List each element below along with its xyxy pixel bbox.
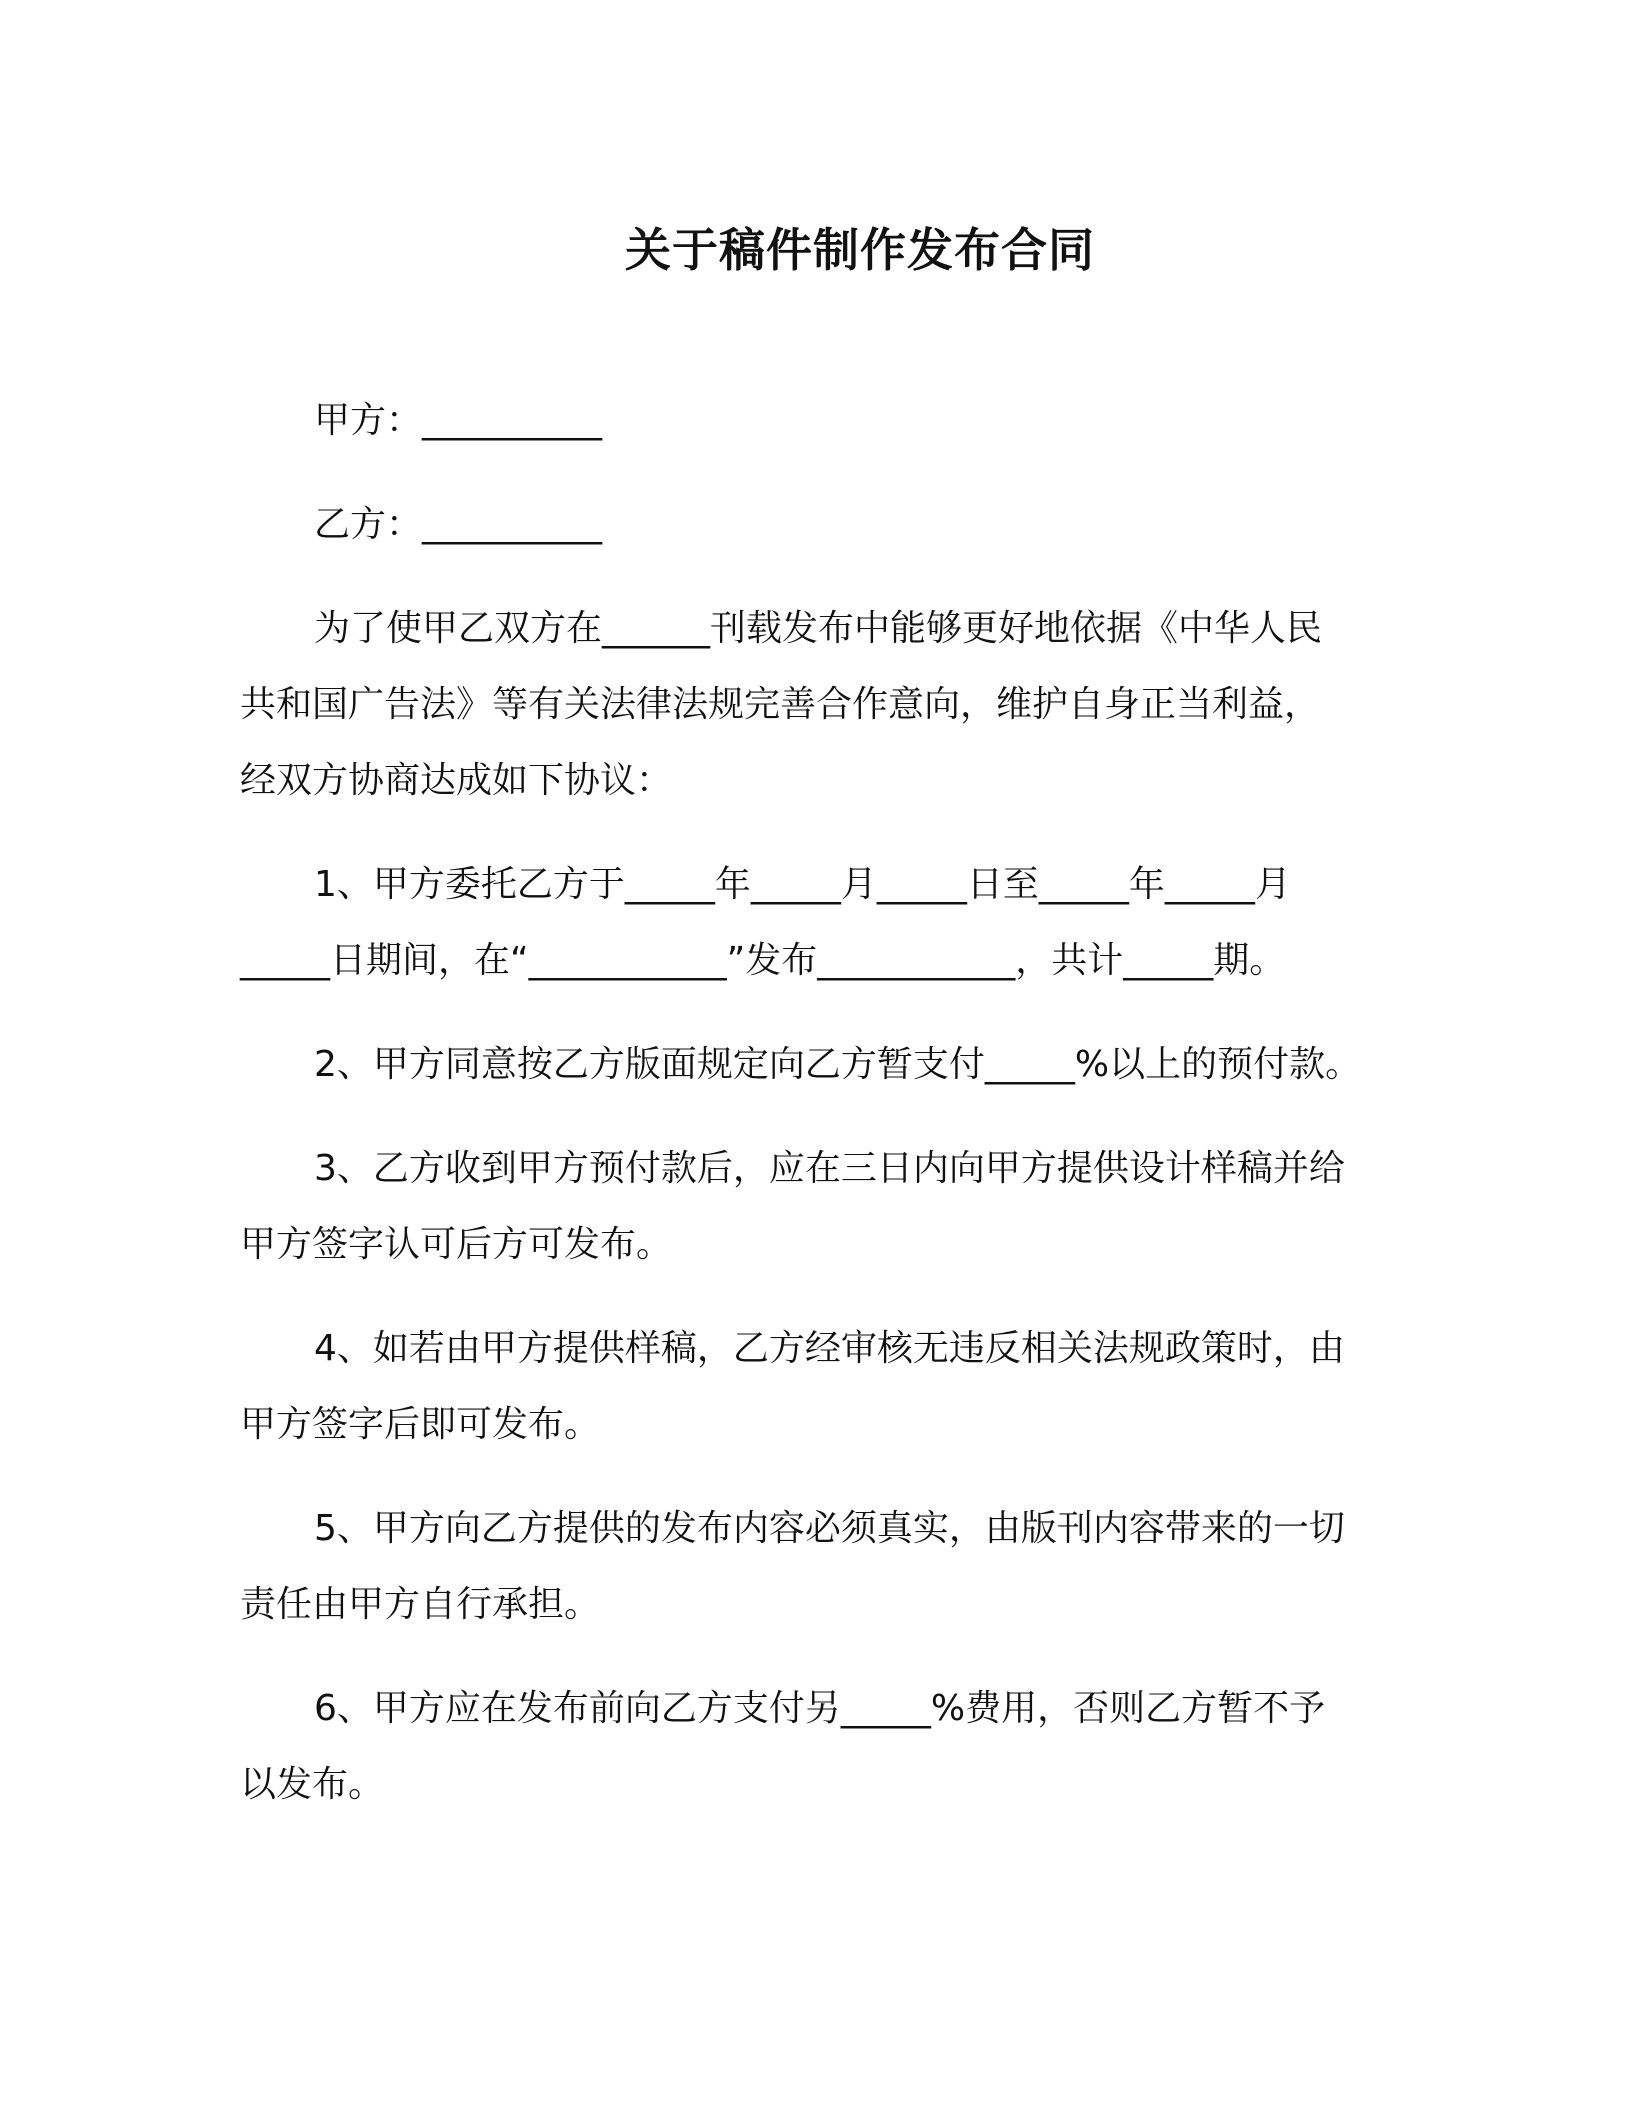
clause-5-line-2: 责任由甲方自行承担。 [240,1584,601,1625]
intro-line-1: 为了使甲乙双方在______刊载发布中能够更好地依据《中华人民 [314,608,1323,649]
clause-6-line-1: 6、甲方应在发布前向乙方支付另_____%费用，否则乙方暂不予 [314,1688,1326,1729]
clause-4-line-1: 4、如若由甲方提供样稿，乙方经审核无违反相关法规政策时，由 [314,1328,1345,1369]
clause-1-line-1: 1、甲方委托乙方于_____年_____月_____日至_____年_____月 [314,864,1291,905]
clause-1-line-2: _____日期间，在“___________”发布___________，共计_____期。 [240,940,1286,981]
party-a-line: 甲方：__________ [314,400,603,441]
clause-2-line-1: 2、甲方同意按乙方版面规定向乙方暂支付_____%以上的预付款。 [314,1044,1362,1085]
intro-line-3: 经双方协商达成如下协议： [240,760,673,801]
clause-4-line-2: 甲方签字后即可发布。 [240,1404,601,1445]
clause-6-line-2: 以发布。 [240,1764,385,1805]
clause-3-line-1: 3、乙方收到甲方预付款后，应在三日内向甲方提供设计样稿并给 [314,1148,1345,1189]
clause-3-line-2: 甲方签字认可后方可发布。 [240,1224,673,1265]
party-b-line: 乙方：__________ [314,504,603,545]
intro-line-2: 共和国广告法》等有关法律法规完善合作意向，维护自身正当利益， [240,684,1321,725]
document-title: 关于稿件制作发布合同 [625,223,1095,277]
clause-5-line-1: 5、甲方向乙方提供的发布内容必须真实，由版刊内容带来的一切 [314,1508,1345,1549]
